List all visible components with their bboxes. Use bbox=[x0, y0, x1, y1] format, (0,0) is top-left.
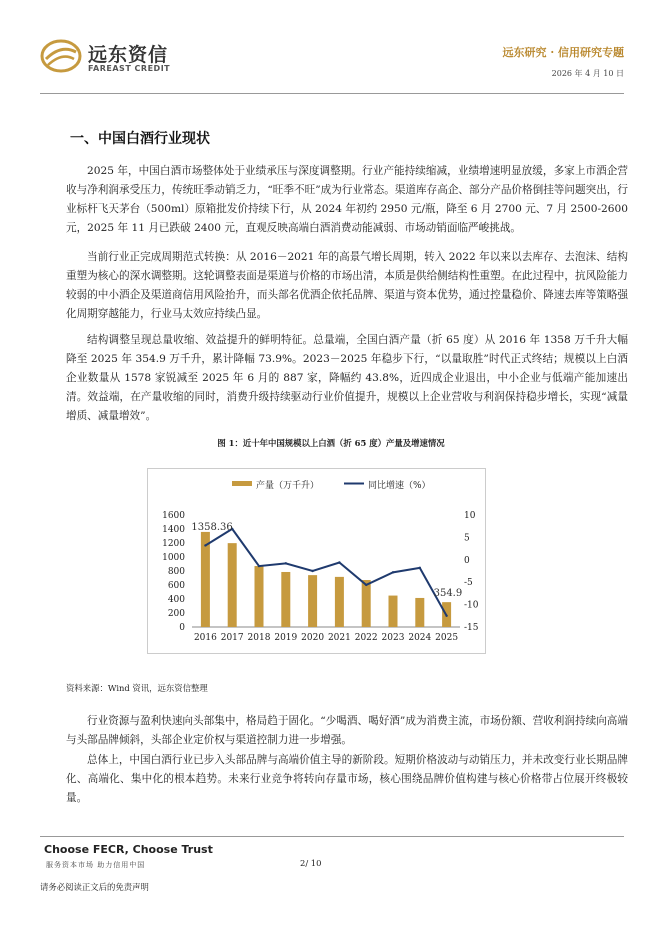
chart-legend bbox=[232, 479, 431, 491]
series-title: 远东研究 · 信用研究专题 bbox=[502, 46, 624, 59]
x-tick-label: 2017 bbox=[220, 633, 244, 643]
right-tick-label: -15 bbox=[464, 623, 479, 633]
paragraph-3: 结构调整呈现总量收缩、效益提升的鲜明特征。总量端，全国白酒产量（折 65 度）从 2016 年 1358 万千升大幅降至 2025 年 354.9 万千升，累计降幅 73.9%。2023－2025 年稳步下行，“以量取胜”时代正式终结；规模以上白酒企业数量从 1578 家锐减至 2025 年 6 月的 887 家，降幅约 43.8%，近四成企业退出，中小企业与低端产能加速出清。效益端，在产量收缩的同时，消费升级持续驱动行业价值提升，规模以上企业营收与利润保持稳步增长，实现“减量增质、减量增效”。 bbox=[66, 334, 628, 422]
growth-point-2025 bbox=[445, 615, 447, 617]
left-tick-label: 400 bbox=[167, 595, 185, 605]
x-tick-label: 2019 bbox=[274, 633, 298, 643]
legend-line-label: 同比增速（%） bbox=[368, 481, 431, 491]
chart-frame bbox=[147, 468, 486, 654]
left-tick-label: 1000 bbox=[162, 553, 185, 563]
x-tick-label: 2023 bbox=[381, 633, 405, 643]
right-tick-label: 10 bbox=[464, 511, 476, 521]
right-tick-label: -10 bbox=[464, 600, 479, 611]
footer-slogan: Choose FECR, Choose Trust bbox=[44, 843, 213, 856]
left-tick-label: 1600 bbox=[162, 511, 185, 521]
production-chart bbox=[148, 469, 485, 653]
report-date: 2026 年 4 月 10 日 bbox=[551, 69, 624, 78]
left-tick-label: 800 bbox=[167, 567, 185, 577]
bar-2023 bbox=[389, 596, 398, 627]
growth-point-2021 bbox=[338, 561, 340, 563]
disclaimer-link[interactable]: 请务必阅读正文后的免责声明 bbox=[40, 882, 149, 892]
growth-point-2023 bbox=[392, 571, 394, 573]
paragraph-4: 行业资源与盈利快速向头部集中，格局趋于固化。“少喝酒、喝好酒”成为消费主流，市场份额、营收利润持续向高端与头部品牌倾斜，头部企业定价权与渠道控制力进一步增强。 bbox=[66, 715, 628, 746]
x-tick-label: 2022 bbox=[354, 633, 378, 643]
left-tick-label: 0 bbox=[179, 623, 185, 633]
x-tick-label: 2025 bbox=[435, 633, 459, 643]
logo-mark-icon bbox=[40, 38, 82, 74]
page-number: 2/ 10 bbox=[300, 858, 322, 868]
paragraph-5: 总体上，中国白酒行业已步入头部品牌与高端价值主导的新阶段。短期价格波动与动销压力，并未改变行业长期品牌化、高端化、集中化的根本趋势。未来行业竞争将转向存量市场，核心围绕品牌价值构建与核心价格带占位展开终极较量。 bbox=[66, 754, 628, 804]
x-tick-label: 2018 bbox=[247, 633, 271, 643]
paragraph-1: 2025 年，中国白酒市场整体处于业绩承压与深度调整期。行业产能持续缩减，业绩增速明显放缓，多家上市酒企营收与净利润承受压力，传统旺季动销乏力，“旺季不旺”成为行业常态。渠道库存高企、部分产品价格倒挂等问题突出，行业标杆飞天茅台（500ml）原箱批发价持续下行，从 2024 年初约 2950 元/瓶，降至 6 月 2700 元、7 月 2500-2600 元，2025 年 11 月已跌破 2400 元，直观反映高端白酒消费动能减弱、市场动销面临严峻挑战。 bbox=[66, 165, 628, 234]
data-label-first: 1358.36 bbox=[191, 521, 233, 533]
left-tick-label: 1400 bbox=[162, 525, 185, 535]
bar-2024 bbox=[415, 598, 424, 627]
bar-2017 bbox=[228, 543, 237, 627]
bar-2022 bbox=[362, 580, 371, 627]
figure-source: 资料来源：Wind 资讯，远东资信整理 bbox=[66, 683, 208, 693]
right-tick-label: 5 bbox=[464, 533, 470, 544]
left-tick-label: 600 bbox=[167, 581, 185, 591]
bar-2021 bbox=[335, 577, 344, 627]
right-tick-label: 0 bbox=[464, 555, 470, 566]
x-tick-label: 2020 bbox=[301, 633, 325, 643]
footer-slogan-sub: 服务资本市场 助力信用中国 bbox=[46, 861, 146, 869]
left-tick-label: 200 bbox=[167, 609, 185, 619]
growth-point-2019 bbox=[285, 562, 287, 564]
bar-2018 bbox=[255, 566, 264, 627]
right-tick-label: -5 bbox=[464, 578, 473, 589]
logo-cn-text: 远东资信 bbox=[88, 44, 169, 66]
data-label-last: 354.9 bbox=[433, 588, 463, 600]
x-tick-label: 2016 bbox=[193, 633, 217, 643]
x-tick-label: 2024 bbox=[408, 633, 432, 643]
growth-point-2018 bbox=[258, 565, 260, 567]
legend-bar-swatch bbox=[232, 481, 252, 486]
growth-line bbox=[205, 529, 446, 616]
section-title: 一、中国白酒行业现状 bbox=[70, 131, 210, 147]
left-tick-label: 1200 bbox=[162, 539, 185, 549]
header-divider bbox=[40, 93, 624, 94]
figure-title: 图 1：近十年中国规模以上白酒（折 65 度）产量及增速情况 bbox=[217, 438, 445, 448]
logo-en-text: FAREAST CREDIT bbox=[88, 64, 171, 73]
growth-point-2016 bbox=[204, 544, 206, 546]
growth-point-2022 bbox=[365, 584, 367, 586]
bar-2020 bbox=[308, 575, 317, 627]
x-tick-label: 2021 bbox=[327, 633, 351, 643]
growth-point-2020 bbox=[311, 570, 313, 572]
legend-bar-label: 产量（万千升） bbox=[256, 481, 320, 491]
paragraph-2: 当前行业正完成周期范式转换：从 2016－2021 年的高景气增长周期，转入 2022 年以来以去库存、去泡沫、结构重塑为核心的深水调整期。这轮调整表面是渠道与价格的市场出清，本质是供给侧结构性重塑。在此过程中，抗风险能力较弱的中小酒企及渠道商信用风险抬升，而头部名优酒企依托品牌、渠道与资本优势，通过控量稳价、降速去库等策略强化周期穿越能力，行业马太效应持续凸显。 bbox=[66, 251, 628, 320]
company-logo bbox=[40, 38, 190, 78]
footer-divider bbox=[40, 836, 624, 837]
bar-2019 bbox=[281, 572, 290, 627]
growth-point-2024 bbox=[419, 567, 421, 569]
